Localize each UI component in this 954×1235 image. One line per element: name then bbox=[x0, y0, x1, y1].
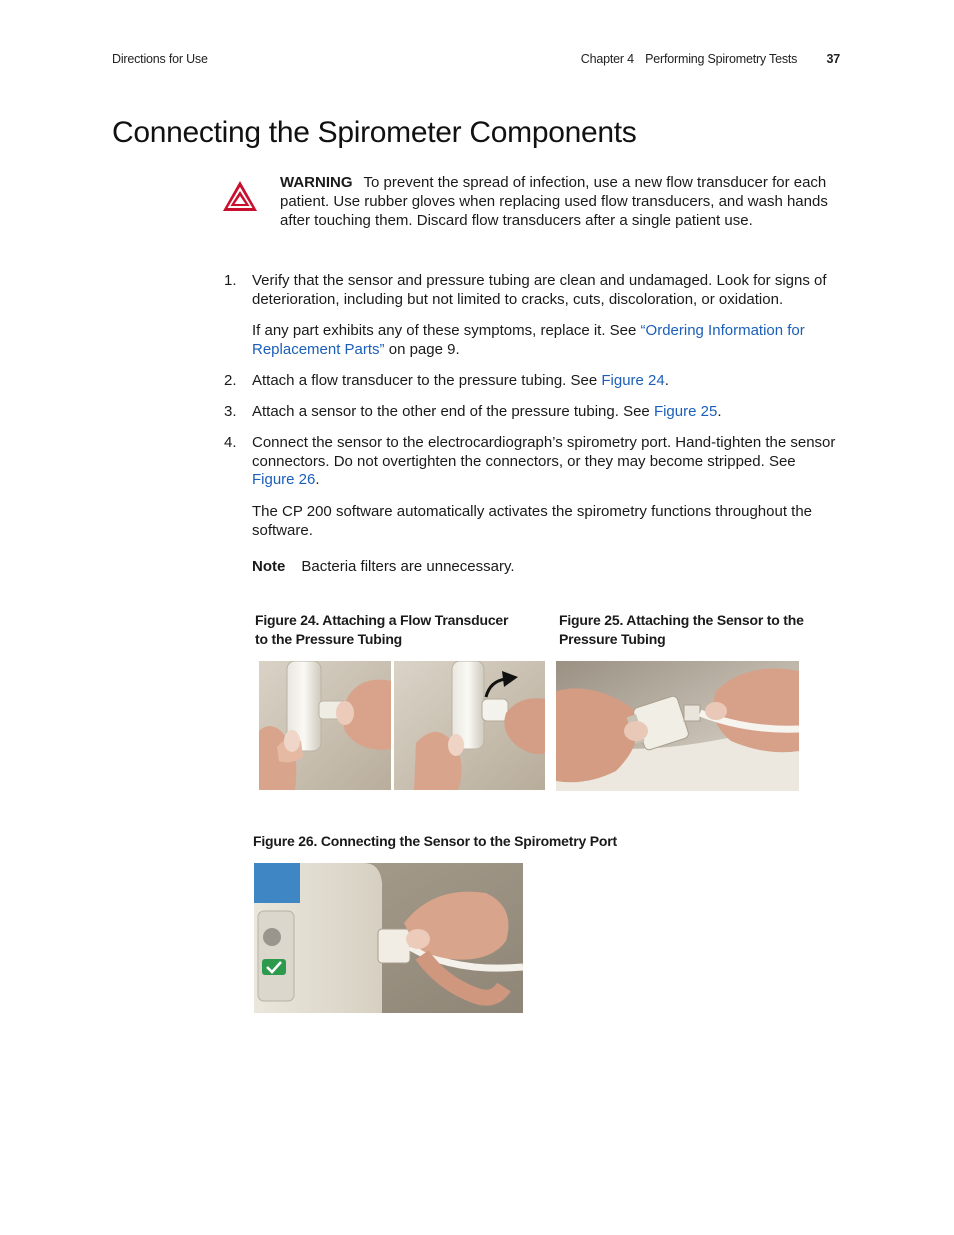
caption-line: Figure 24. Attaching a Flow Transducer bbox=[255, 612, 509, 628]
step-text-end: . bbox=[664, 372, 669, 389]
figure-26-photo bbox=[254, 863, 523, 1013]
figure-24-caption bbox=[255, 611, 545, 649]
figure-25-photo bbox=[556, 661, 799, 791]
followup-text-end: on page 9. bbox=[384, 340, 460, 358]
step-text: Attach a sensor to the other end of the pressure tubing. See bbox=[252, 403, 654, 420]
step-1 bbox=[224, 272, 842, 309]
step-text-end: . bbox=[717, 403, 722, 420]
note-label: Note bbox=[252, 558, 286, 575]
step-text: Attach a flow transducer to the pressure tubing. See bbox=[252, 372, 602, 389]
ordering-information-link[interactable]: “Ordering Information for Replacement Parts” bbox=[252, 322, 805, 358]
running-header-left: Directions for Use bbox=[112, 52, 208, 66]
figure-25-caption bbox=[559, 611, 839, 649]
step-number: 1. bbox=[224, 272, 237, 289]
figure-24-photo-b bbox=[394, 661, 545, 790]
note-block bbox=[252, 558, 515, 575]
warning-triangle-icon bbox=[222, 180, 258, 212]
warning-label: WARNING bbox=[280, 174, 353, 191]
figure-24-photo-a bbox=[259, 661, 391, 790]
followup-text: If any part exhibits any of these symptoms, replace it. See bbox=[252, 322, 641, 339]
step-2 bbox=[224, 372, 842, 391]
step-text: Connect the sensor to the electrocardiograph’s spirometry port. Hand-tighten the sensor connectors. Do not overtighten the connectors, or they may become stripped. See bbox=[252, 434, 836, 470]
note-text: Bacteria filters are unnecessary. bbox=[301, 558, 515, 575]
step-4 bbox=[224, 434, 842, 490]
step-number: 2. bbox=[224, 372, 237, 389]
chapter-number: Chapter 4 bbox=[580, 52, 634, 66]
page-title: Connecting the Spirometer Components bbox=[112, 116, 637, 149]
chapter-title: Performing Spirometry Tests bbox=[645, 52, 798, 66]
caption-line: Pressure Tubing bbox=[559, 631, 666, 647]
caption-line: Figure 25. Attaching the Sensor to the bbox=[559, 612, 804, 628]
figure-26-link[interactable]: Figure 26 bbox=[252, 471, 316, 488]
figure-25-link[interactable]: Figure 25 bbox=[653, 403, 718, 420]
running-header-right bbox=[581, 52, 840, 66]
figure-26-caption: Figure 26. Connecting the Sensor to the Spirometry Port bbox=[253, 833, 617, 849]
page-number: 37 bbox=[826, 52, 840, 66]
step-1-followup bbox=[252, 322, 842, 359]
software-paragraph: The CP 200 software automatically activates the spirometry functions throughout the software. bbox=[252, 503, 813, 539]
figure-24-link[interactable]: Figure 24 bbox=[601, 372, 665, 389]
step-text-end: . bbox=[315, 471, 320, 488]
step-3 bbox=[224, 403, 842, 422]
step-text: Verify that the sensor and pressure tubing are clean and undamaged. Look for signs of deterioration, including but not limited to cracks, cuts, discoloration, or oxidation. bbox=[252, 272, 827, 308]
warning-text: To prevent the spread of infection, use a new flow transducer for each patient. Use rubber gloves when replacing used flow transducers, and wash hands after touching them. Discard flow transducers after a single patient use. bbox=[280, 174, 828, 229]
caption-line: to the Pressure Tubing bbox=[255, 631, 403, 647]
warning-block bbox=[280, 173, 842, 230]
step-number: 4. bbox=[224, 434, 237, 451]
step-number: 3. bbox=[224, 403, 237, 420]
